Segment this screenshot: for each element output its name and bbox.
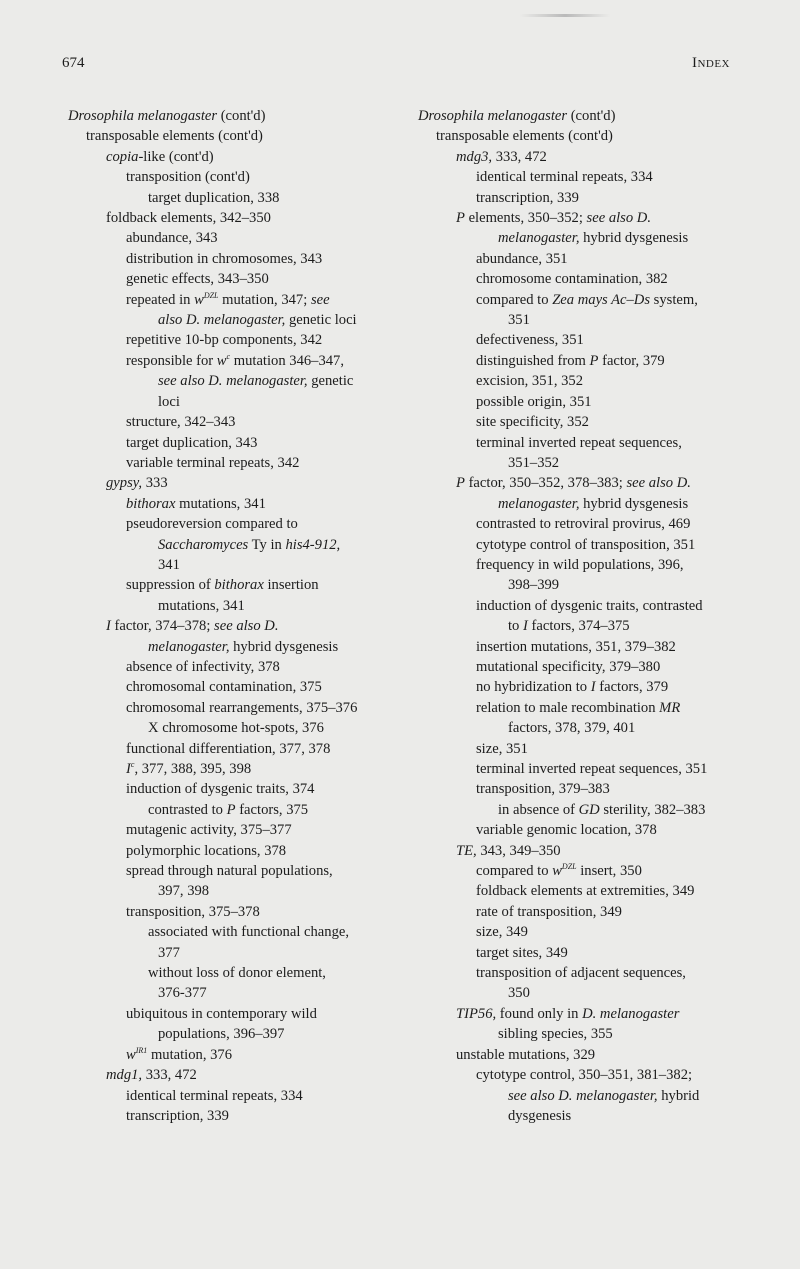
index-entry xyxy=(68,616,408,636)
index-entry-text: gypsy, xyxy=(106,475,143,492)
index-entry-text: see also D. melanogaster, xyxy=(158,373,308,390)
index-entry xyxy=(418,208,758,228)
index-entry-text: hybrid xyxy=(657,1087,700,1104)
index-entry-text: unstable mutations, 329 xyxy=(456,1046,596,1063)
index-entry xyxy=(418,861,758,881)
index-entry-text: no hybridization to xyxy=(476,679,591,696)
index-entry-text: distribution in chromosomes, 343 xyxy=(126,250,323,267)
index-entry xyxy=(68,881,408,901)
index-entry xyxy=(68,188,408,208)
index-entry-text: abundance, 343 xyxy=(126,230,218,247)
index-entry xyxy=(68,1024,408,1044)
index-entry-text: copia xyxy=(106,148,139,165)
index-entry xyxy=(68,1106,408,1126)
index-entry xyxy=(418,147,758,167)
index-entry-text: in absence of xyxy=(498,801,579,818)
index-entry-text: mutation 346–347, xyxy=(230,352,345,369)
index-entry xyxy=(418,983,758,1003)
index-entry-text: see also D. xyxy=(214,618,279,635)
index-entry xyxy=(68,249,408,269)
index-entry xyxy=(68,535,408,555)
index-entry-text: bithorax xyxy=(126,495,176,512)
index-entry-text: identical terminal repeats, 334 xyxy=(476,169,653,186)
index-entry-text: mdg1, xyxy=(106,1067,143,1084)
index-entry-text: factor, 350–352, 378–383; xyxy=(464,475,627,492)
index-entry xyxy=(418,718,758,738)
index-entry-text: target duplication, 338 xyxy=(148,189,280,206)
index-entry xyxy=(418,514,758,534)
index-entry xyxy=(418,126,758,146)
index-entry xyxy=(418,800,758,820)
index-entry-text: spread through natural populations, xyxy=(126,863,333,880)
index-entry-text: TE, xyxy=(456,842,477,859)
index-entry-text: c xyxy=(226,351,231,361)
index-entry xyxy=(68,412,408,432)
page-number: 674 xyxy=(62,55,85,71)
index-entry-text: genetic loci xyxy=(285,312,357,329)
index-entry xyxy=(68,126,408,146)
index-entry-text: target sites, 349 xyxy=(476,944,568,961)
index-entry-text: insert, 350 xyxy=(576,863,642,880)
index-entry xyxy=(68,575,408,595)
index-entry-text: c xyxy=(130,760,135,769)
index-entry xyxy=(418,739,758,759)
index-entry-text: 377 xyxy=(158,944,180,961)
index-entry-text: cytotype control of transposition, 351 xyxy=(476,536,696,553)
index-entry xyxy=(418,249,758,269)
index-entry-text: P xyxy=(456,475,465,492)
index-entry xyxy=(68,1045,408,1065)
index-entry xyxy=(418,167,758,187)
index-entry-text: terminal inverted repeat sequences, xyxy=(476,434,682,451)
index-entry-text: factors, 374–375 xyxy=(527,618,630,635)
index-entry-text: excision, 351, 352 xyxy=(476,373,584,390)
index-entry xyxy=(418,943,758,963)
index-entry-text: terminal inverted repeat sequences, 351 xyxy=(476,761,708,777)
index-entry xyxy=(68,514,408,534)
index-entry xyxy=(68,290,408,310)
index-entry xyxy=(418,392,758,412)
index-entry xyxy=(418,1024,758,1044)
index-entry xyxy=(418,1004,758,1024)
index-entry-text: Drosophila melanogaster xyxy=(418,108,568,124)
index-entry-text: variable genomic location, 378 xyxy=(476,822,657,839)
index-entry-text: w xyxy=(552,863,562,880)
index-entry-text: functional differentiation, 377, 378 xyxy=(126,740,331,757)
index-entry-text: genetic effects, 343–350 xyxy=(126,271,269,288)
index-entry xyxy=(418,1045,758,1065)
index-entry-text: factors, 375 xyxy=(235,801,309,818)
index-entry-text: bithorax xyxy=(214,577,264,594)
index-entry xyxy=(418,310,758,330)
index-entry xyxy=(68,718,408,738)
index-entry-text: to xyxy=(508,618,523,635)
index-entry-text: DZL xyxy=(203,290,219,300)
index-entry xyxy=(68,841,408,861)
index-entry-text: repeated in xyxy=(126,291,195,308)
index-entry-text: mutation, 376 xyxy=(147,1046,233,1063)
index-entry-text: sterility, 382–383 xyxy=(599,801,706,818)
index-entry-text: factor, 379 xyxy=(598,352,665,369)
index-entry-text: D. melanogaster xyxy=(582,1005,680,1022)
index-entry-text: 376-377 xyxy=(158,985,207,1002)
index-entry-text: mutations, 341 xyxy=(175,495,266,512)
index-entry xyxy=(68,1065,408,1085)
index-entry xyxy=(418,841,758,861)
index-entry-text: possible origin, 351 xyxy=(476,393,592,410)
index-entry xyxy=(68,351,408,371)
index-entry xyxy=(68,943,408,963)
index-entry-text: insertion xyxy=(263,577,319,594)
index-entry-text: melanogaster, xyxy=(498,495,580,512)
index-entry-text: mutagenic activity, 375–377 xyxy=(126,822,292,839)
index-entry-text: chromosomal rearrangements, 375–376 xyxy=(126,699,358,716)
index-entry-text: I xyxy=(106,618,111,635)
index-entry-text: transposable elements (cont'd) xyxy=(86,128,263,145)
index-column-left xyxy=(68,106,408,1126)
index-entry-text: 333 xyxy=(142,475,168,492)
index-entry-text: mutational specificity, 379–380 xyxy=(476,658,661,675)
index-entry-text: loci xyxy=(158,393,180,410)
index-entry-text: induction of dysgenic traits, 374 xyxy=(126,781,315,798)
index-entry xyxy=(68,983,408,1003)
index-entry xyxy=(68,494,408,514)
index-entry-text: see also D. xyxy=(586,210,651,227)
index-entry xyxy=(68,555,408,575)
index-entry-text: target duplication, 343 xyxy=(126,434,258,451)
index-entry xyxy=(418,902,758,922)
index-entry-text: see also D. melanogaster, xyxy=(508,1087,658,1104)
index-entry-text: (cont'd) xyxy=(567,108,616,124)
index-entry-text: MR xyxy=(659,699,681,716)
index-entry xyxy=(68,820,408,840)
index-entry-text: see also D. xyxy=(626,475,691,492)
index-entry xyxy=(418,637,758,657)
index-entry-text: polymorphic locations, 378 xyxy=(126,842,287,859)
index-entry-text: P xyxy=(456,210,465,227)
index-entry-text: populations, 396–397 xyxy=(158,1026,285,1043)
index-entry-text: pseudoreversion compared to xyxy=(126,516,298,533)
index-entry xyxy=(418,412,758,432)
index-entry xyxy=(68,963,408,983)
index-entry xyxy=(418,453,758,473)
index-entry xyxy=(68,228,408,248)
index-entry xyxy=(68,208,408,228)
index-entry-text: size, 349 xyxy=(476,924,528,941)
index-entry-text: 333, 472 xyxy=(492,148,547,165)
index-entry-text: P xyxy=(589,352,599,369)
index-entry-text: 350 xyxy=(508,985,530,1002)
index-entry-text: 343, 349–350 xyxy=(476,842,561,859)
index-entry-text: w xyxy=(194,291,204,308)
index-entry-text: chromosome contamination, 382 xyxy=(476,271,668,288)
index-entry-text: melanogaster, xyxy=(148,638,230,655)
index-entry-text: foldback elements at extremities, 349 xyxy=(476,883,695,900)
index-entry-text: abundance, 351 xyxy=(476,250,568,267)
index-entry-text: frequency in wild populations, 396, xyxy=(476,556,684,573)
index-entry-text: compared to xyxy=(476,291,553,308)
index-entry xyxy=(418,371,758,391)
index-entry xyxy=(418,106,758,126)
index-entry-text: I xyxy=(590,679,596,696)
index-entry xyxy=(418,657,758,677)
running-head: Index xyxy=(691,55,730,71)
index-entry xyxy=(418,269,758,289)
index-entry xyxy=(418,616,758,636)
index-entry-text: DZL xyxy=(561,862,577,872)
index-entry-text: compared to xyxy=(476,863,553,880)
index-entry xyxy=(68,698,408,718)
index-entry-text: hybrid dysgenesis xyxy=(579,495,689,512)
index-entry-text: mutations, 341 xyxy=(158,597,245,614)
index-entry-text: contrasted to retroviral provirus, 469 xyxy=(476,516,691,533)
scan-mark xyxy=(520,14,610,17)
index-entry-text: insertion mutations, 351, 379–382 xyxy=(476,638,676,655)
index-entry xyxy=(68,800,408,820)
index-entry xyxy=(418,494,758,514)
index-entry-text: P xyxy=(226,801,236,818)
index-entry-text: TIP56, xyxy=(456,1005,497,1022)
index-entry-text: elements, 350–352; xyxy=(464,210,587,227)
index-entry-text: 351 xyxy=(508,312,530,329)
index-entry-text: induction of dysgenic traits, contrasted xyxy=(476,597,703,614)
index-entry xyxy=(418,555,758,575)
index-entry-text: factor, 374–378; xyxy=(110,618,215,635)
index-entry-text: identical terminal repeats, 334 xyxy=(126,1087,303,1104)
index-entry-text: Saccharomyces xyxy=(158,536,249,553)
index-entry xyxy=(418,330,758,350)
index-entry xyxy=(418,820,758,840)
index-entry xyxy=(68,922,408,942)
index-entry-text: without loss of donor element, xyxy=(148,965,326,982)
index-entry-text: sibling species, 355 xyxy=(498,1026,613,1043)
index-entry-text: w xyxy=(216,352,227,369)
index-entry xyxy=(418,1106,758,1126)
index-entry-text: factors, 379 xyxy=(595,679,669,696)
index-entry-text: repetitive 10-bp components, 342 xyxy=(126,332,323,349)
index-entry xyxy=(418,1086,758,1106)
index-entry xyxy=(68,779,408,799)
index-entry-text: 333, 472 xyxy=(142,1067,197,1084)
index-entry xyxy=(418,473,758,493)
index-entry-text: transposition, 375–378 xyxy=(126,903,260,920)
index-entry-text: hybrid dysgenesis xyxy=(229,638,339,655)
index-column-right xyxy=(418,106,758,1126)
index-entry-text: -like (cont'd) xyxy=(138,148,214,165)
index-entry xyxy=(68,433,408,453)
index-entry xyxy=(418,1065,758,1085)
index-entry-text: Ty in xyxy=(248,536,286,553)
index-entry-text: 398–399 xyxy=(508,577,560,594)
index-entry-text: also D. melanogaster, xyxy=(158,312,286,329)
index-entry-text: transposition of adjacent sequences, xyxy=(476,965,686,982)
index-entry-text: melanogaster, xyxy=(498,230,580,247)
index-entry xyxy=(68,147,408,167)
index-entry xyxy=(68,330,408,350)
index-entry xyxy=(68,677,408,697)
index-entry-text: absence of infectivity, 378 xyxy=(126,658,280,675)
index-entry xyxy=(68,392,408,412)
index-entry-text: transposition (cont'd) xyxy=(126,169,250,186)
index-entry-text: ubiquitous in contemporary wild xyxy=(126,1005,317,1022)
index-entry xyxy=(68,902,408,922)
index-entry-text: defectiveness, 351 xyxy=(476,332,584,349)
index-entry-text: I xyxy=(523,618,528,635)
index-entry-text: 397, 398 xyxy=(158,883,210,900)
index-entry xyxy=(68,167,408,187)
index-entry-text: , 377, 388, 395, 398 xyxy=(134,761,252,777)
index-entry-text: I xyxy=(126,761,131,777)
index-entry xyxy=(68,739,408,759)
index-entry-text: his4-912, xyxy=(285,536,341,553)
index-entry-text: relation to male recombination xyxy=(476,699,660,716)
index-entry xyxy=(418,188,758,208)
index-entry-text: factors, 378, 379, 401 xyxy=(508,720,636,737)
index-entry-text: Zea mays Ac–Ds xyxy=(552,291,651,308)
index-entry-text: site specificity, 352 xyxy=(476,414,589,431)
index-entry xyxy=(418,677,758,697)
index-entry-text: transcription, 339 xyxy=(476,189,579,206)
index-entry xyxy=(68,759,408,779)
index-entry xyxy=(68,1004,408,1024)
index-entry-text: rate of transposition, 349 xyxy=(476,903,622,920)
index-entry xyxy=(68,637,408,657)
index-entry-text: structure, 342–343 xyxy=(126,414,236,431)
index-entry-text: transposition, 379–383 xyxy=(476,781,610,798)
index-entry-text: GD xyxy=(578,801,600,818)
index-entry xyxy=(418,922,758,942)
index-entry-text: suppression of xyxy=(126,577,215,594)
index-entry xyxy=(68,657,408,677)
index-entry xyxy=(418,596,758,616)
index-entry xyxy=(418,779,758,799)
index-entry-text: transposable elements (cont'd) xyxy=(436,128,613,145)
index-entry-text: cytotype control, 350–351, 381–382; xyxy=(476,1067,693,1084)
index-entry xyxy=(68,596,408,616)
index-entry xyxy=(68,269,408,289)
index-entry xyxy=(68,473,408,493)
index-entry xyxy=(68,310,408,330)
index-entry-text: variable terminal repeats, 342 xyxy=(126,454,300,471)
index-entry-text: hybrid dysgenesis xyxy=(579,230,689,247)
index-entry-text: mdg3, xyxy=(456,148,493,165)
index-entry-text: size, 351 xyxy=(476,740,528,757)
index-entry xyxy=(68,453,408,473)
index-entry xyxy=(418,351,758,371)
index-entry-text: X chromosome hot-spots, 376 xyxy=(148,720,324,737)
index-entry xyxy=(68,1086,408,1106)
index-entry-text: Drosophila melanogaster xyxy=(68,108,218,124)
index-entry xyxy=(418,575,758,595)
index-entry-text: (cont'd) xyxy=(217,108,266,124)
index-entry xyxy=(418,228,758,248)
index-entry-text: 341 xyxy=(158,556,180,573)
index-entry xyxy=(68,861,408,881)
index-entry-text: transcription, 339 xyxy=(126,1107,229,1124)
index-entry xyxy=(68,106,408,126)
index-entry xyxy=(418,433,758,453)
index-entry xyxy=(68,371,408,391)
index-entry xyxy=(418,535,758,555)
index-entry xyxy=(418,963,758,983)
index-entry-text: contrasted to xyxy=(148,801,227,818)
index-entry-text: genetic xyxy=(307,373,354,390)
index-entry xyxy=(418,759,758,779)
index-entry-text: w xyxy=(126,1046,136,1063)
index-entry-text: chromosomal contamination, 375 xyxy=(126,679,322,696)
index-entry-text: foldback elements, 342–350 xyxy=(106,210,271,227)
index-entry xyxy=(418,881,758,901)
index-entry-text: dysgenesis xyxy=(508,1107,572,1124)
index-entry-text: associated with functional change, xyxy=(148,924,349,941)
index-entry-text: found only in xyxy=(496,1005,583,1022)
index-entry xyxy=(418,698,758,718)
index-entry-text: IR1 xyxy=(135,1045,148,1055)
index-entry-text: system, xyxy=(650,291,698,308)
index-entry-text: distinguished from xyxy=(476,352,590,369)
index-entry-text: see xyxy=(310,291,330,308)
index-entry-text: responsible for xyxy=(126,352,217,369)
index-entry-text: mutation, 347; xyxy=(218,291,311,308)
index-entry xyxy=(418,290,758,310)
index-entry-text: 351–352 xyxy=(508,454,560,471)
